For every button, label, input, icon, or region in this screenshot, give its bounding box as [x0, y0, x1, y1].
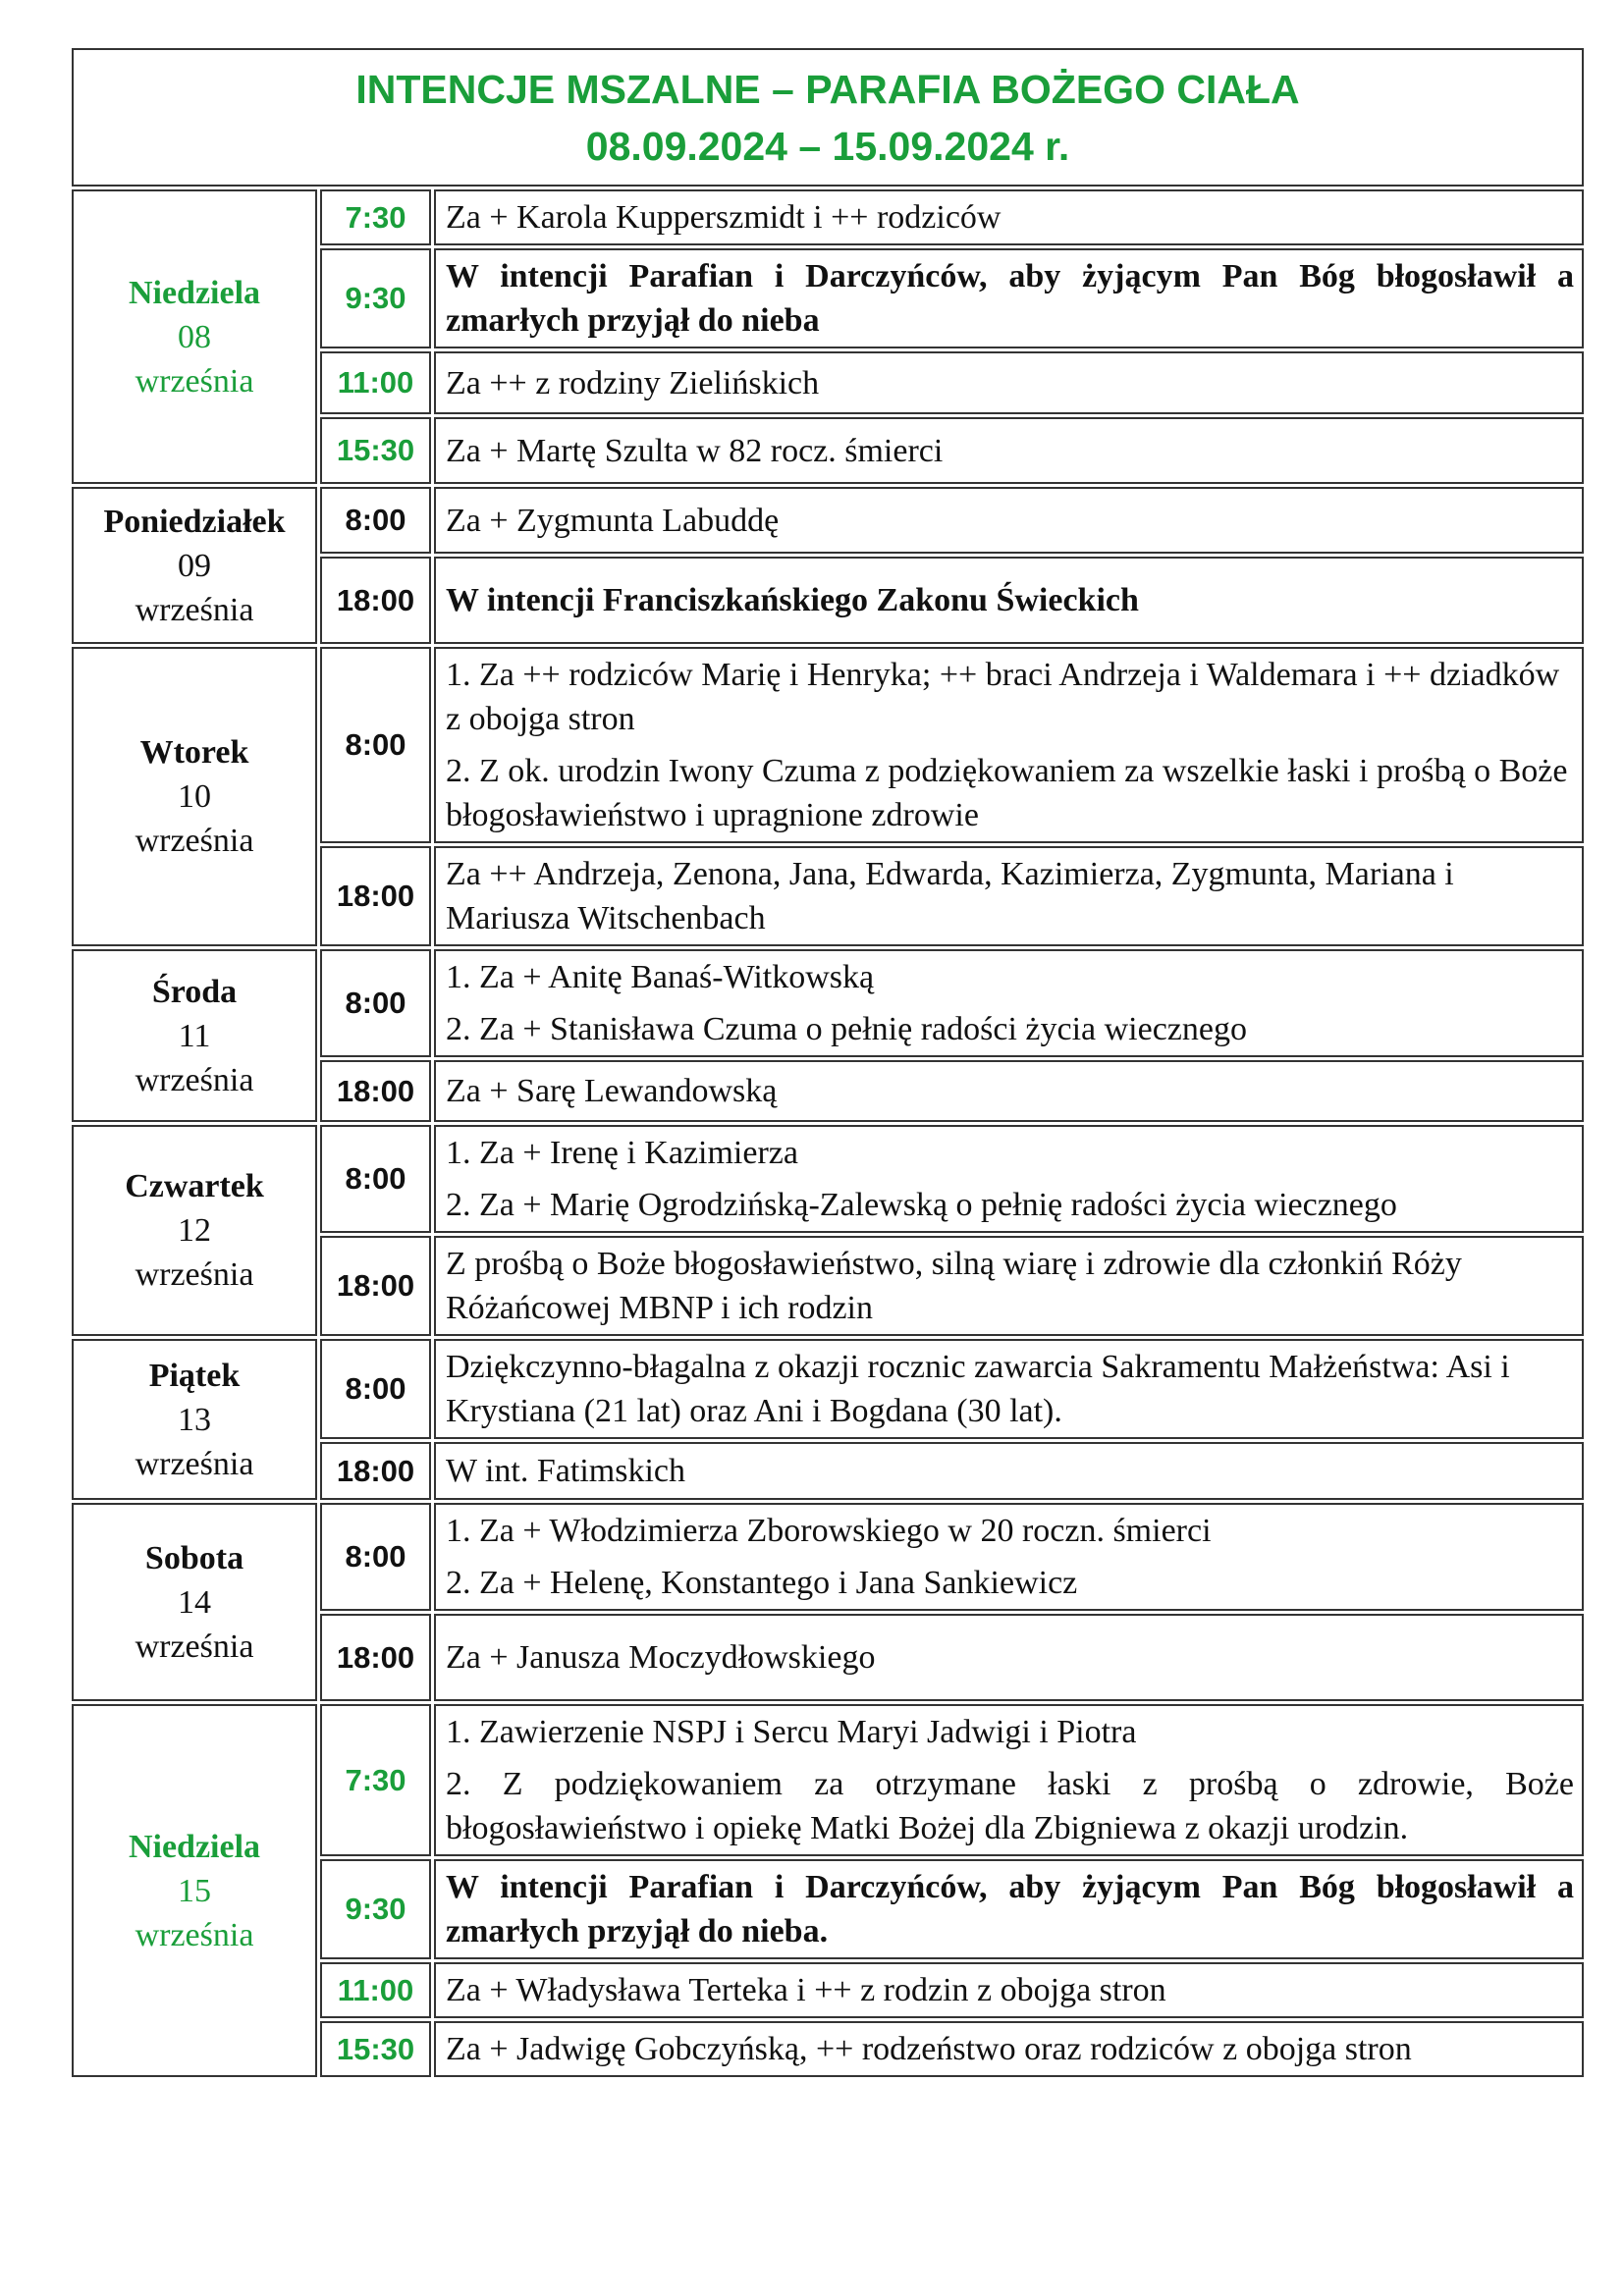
- mass-time: 18:00: [320, 557, 431, 644]
- day-number: 15: [178, 1872, 211, 1909]
- day-name: Sobota: [144, 1539, 244, 1576]
- mass-time: 9:30: [320, 248, 431, 348]
- intention-text: 1. Za + Irenę i Kazimierza: [446, 1135, 798, 1171]
- mass-intention: [434, 647, 1584, 843]
- day-month: września: [135, 823, 254, 859]
- mass-time: 8:00: [320, 1125, 431, 1233]
- mass-intention: [434, 1125, 1584, 1233]
- day-cell: [72, 647, 317, 946]
- mass-time: 8:00: [320, 949, 431, 1057]
- mass-time: 18:00: [320, 1614, 431, 1701]
- intention-text: 1. Zawierzenie NSPJ i Sercu Maryi Jadwigi i Piotra: [446, 1714, 1137, 1750]
- mass-time: 8:00: [320, 487, 431, 554]
- day-cell: [72, 1125, 317, 1336]
- day-cell: [72, 487, 317, 644]
- day-name: Piątek: [148, 1357, 241, 1394]
- mass-intention: [434, 1614, 1584, 1701]
- day-number: 11: [178, 1017, 211, 1054]
- mass-intention: [434, 1962, 1584, 2018]
- mass-time: 8:00: [320, 647, 431, 843]
- mass-time: 11:00: [320, 1962, 431, 2018]
- mass-time: 7:30: [320, 1704, 431, 1856]
- mass-row: [72, 1339, 1584, 1439]
- intention-text: 1. Za ++ rodziców Marię i Henryka; ++ braci Andrzeja i Waldemara i ++ dziadków z obojga stron: [446, 657, 1560, 737]
- mass-time: 11:00: [320, 351, 431, 414]
- page-title: INTENCJE MSZALNE – PARAFIA BOŻEGO CIAŁA: [355, 66, 1300, 112]
- day-name: Niedziela: [128, 274, 261, 311]
- mass-time: 18:00: [320, 1236, 431, 1336]
- mass-row: [72, 647, 1584, 843]
- mass-intention: [434, 1236, 1584, 1336]
- mass-intention: [434, 2021, 1584, 2077]
- mass-time: 18:00: [320, 1442, 431, 1500]
- mass-time: 15:30: [320, 417, 431, 484]
- mass-intention: [434, 351, 1584, 414]
- day-cell: [72, 949, 317, 1122]
- day-month: września: [135, 1445, 254, 1482]
- day-month: września: [135, 1061, 254, 1098]
- mass-row: [72, 949, 1584, 1057]
- mass-time: 18:00: [320, 846, 431, 946]
- mass-intention: [434, 949, 1584, 1057]
- date-range: 08.09.2024 – 15.09.2024 r.: [585, 123, 1070, 169]
- mass-time: 8:00: [320, 1503, 431, 1611]
- mass-row: [72, 487, 1584, 554]
- intention-text: 2. Z ok. urodzin Iwony Czuma z podziękowaniem za wszelkie łaski i prośbą o Boże błogosławieństwo i upragnione zdrowie: [446, 753, 1568, 833]
- day-name: Czwartek: [125, 1168, 264, 1204]
- mass-row: [72, 1125, 1584, 1233]
- day-cell: [72, 1339, 317, 1500]
- mass-time: 7:30: [320, 189, 431, 245]
- mass-intention: [434, 487, 1584, 554]
- mass-row: [72, 189, 1584, 245]
- day-number: 12: [178, 1212, 211, 1249]
- day-month: września: [135, 362, 254, 400]
- day-number: 14: [178, 1583, 211, 1621]
- intention-text: W intencji Franciszkańskiego Zakonu Świeckich: [446, 582, 1139, 618]
- mass-intention: [434, 846, 1584, 946]
- mass-intention: [434, 248, 1584, 348]
- day-number: 09: [178, 547, 211, 584]
- mass-row: [72, 1503, 1584, 1611]
- intention-text: Dziękczynno-błagalna z okazji rocznic zawarcia Sakramentu Małżeństwa: Asi i Krystiana (21 lat) oraz Ani i Bogdana (30 lat).: [446, 1349, 1510, 1429]
- day-month: września: [135, 1916, 254, 1953]
- intention-text: 1. Za + Włodzimierza Zborowskiego w 20 roczn. śmierci: [446, 1513, 1212, 1549]
- mass-intention: [434, 1503, 1584, 1611]
- day-number: 13: [178, 1401, 211, 1438]
- intention-text: 2. Za + Marię Ogrodzińską-Zalewską o pełnię radości życia wiecznego: [446, 1187, 1397, 1223]
- day-cell: [72, 1704, 317, 2077]
- intention-text: 2. Za + Helenę, Konstantego i Jana Sankiewicz: [446, 1565, 1078, 1601]
- day-month: września: [135, 1256, 254, 1293]
- intention-text: 2. Za + Stanisława Czuma o pełnię radości życia wiecznego: [446, 1011, 1247, 1047]
- mass-time: 8:00: [320, 1339, 431, 1439]
- mass-time: 9:30: [320, 1859, 431, 1959]
- day-name: Środa: [151, 973, 238, 1010]
- mass-intention: [434, 1339, 1584, 1439]
- day-cell: [72, 1503, 317, 1701]
- day-month: września: [135, 591, 254, 628]
- mass-intention: [434, 189, 1584, 245]
- day-cell: [72, 189, 317, 484]
- intention-text: W intencji Parafian i Darczyńców, aby żyjącym Pan Bóg błogosławił a zmarłych przyjął do nieba: [446, 258, 1574, 339]
- intention-text: Za + Władysława Terteka i ++ z rodzin z obojga stron: [446, 1972, 1166, 2008]
- intention-text: W intencji Parafian i Darczyńców, aby żyjącym Pan Bóg błogosławił a zmarłych przyjął do nieba.: [446, 1869, 1574, 1949]
- header-cell: [72, 48, 1584, 187]
- mass-time: 18:00: [320, 1060, 431, 1122]
- intention-text: Za ++ Andrzeja, Zenona, Jana, Edwarda, Kazimierza, Zygmunta, Mariana i Mariusza Witschenbach: [446, 856, 1454, 936]
- intention-text: Za + Sarę Lewandowską: [446, 1073, 778, 1109]
- mass-time: 15:30: [320, 2021, 431, 2077]
- header-row: [72, 48, 1584, 187]
- mass-intention: [434, 1442, 1584, 1500]
- schedule-table: [69, 45, 1587, 2080]
- mass-intention: [434, 1060, 1584, 1122]
- intention-text: W int. Fatimskich: [446, 1453, 685, 1489]
- intention-text: Z prośbą o Boże błogosławieństwo, silną wiarę i zdrowie dla członkiń Róży Różańcowej MBNP i ich rodzin: [446, 1246, 1462, 1326]
- mass-intentions-sheet: [69, 45, 1587, 2080]
- mass-intention: [434, 1859, 1584, 1959]
- day-name: Wtorek: [139, 734, 249, 771]
- mass-intention: [434, 1704, 1584, 1856]
- day-number: 08: [178, 318, 211, 355]
- intention-text: Za ++ z rodziny Zielińskich: [446, 364, 820, 401]
- intention-text: 2. Z podziękowaniem za otrzymane łaski z prośbą o zdrowie, Boże błogosławieństwo i opiekę Matki Bożej dla Zbigniewa z okazji urodzin.: [446, 1766, 1574, 1846]
- intention-text: Za + Martę Szulta w 82 rocz. śmierci: [446, 432, 944, 469]
- mass-row: [72, 1704, 1584, 1856]
- day-name: Niedziela: [128, 1828, 261, 1865]
- intention-text: 1. Za + Anitę Banaś-Witkowską: [446, 959, 875, 995]
- mass-intention: [434, 557, 1584, 644]
- intention-text: Za + Jadwigę Gobczyńską, ++ rodzeństwo oraz rodziców z obojga stron: [446, 2031, 1412, 2067]
- day-number: 10: [178, 778, 211, 815]
- mass-intention: [434, 417, 1584, 484]
- intention-text: Za + Karola Kupperszmidt i ++ rodziców: [446, 199, 1001, 236]
- intention-text: Za + Zygmunta Labuddę: [446, 502, 780, 539]
- day-month: września: [135, 1628, 254, 1665]
- intention-text: Za + Janusza Moczydłowskiego: [446, 1639, 876, 1676]
- day-name: Poniedziałek: [103, 503, 286, 540]
